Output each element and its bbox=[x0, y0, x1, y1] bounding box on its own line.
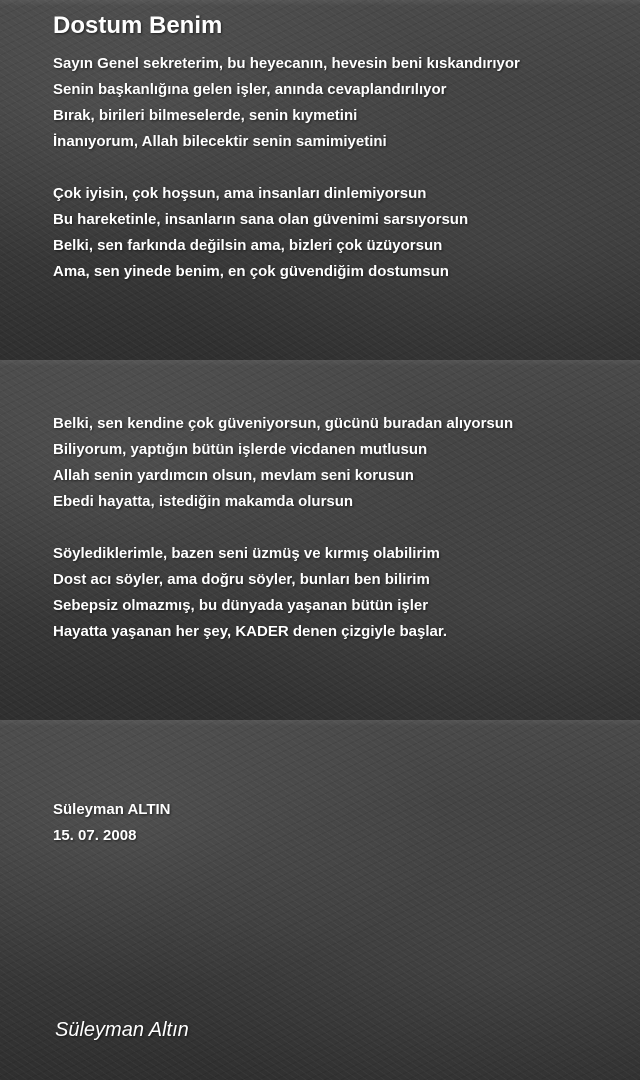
poem-line: Sayın Genel sekreterim, bu heyecanın, hevesin beni kıskandırıyor bbox=[53, 55, 520, 72]
panel-highlight bbox=[0, 360, 640, 366]
poem-line: Belki, sen kendine çok güveniyorsun, gücünü buradan alıyorsun bbox=[53, 415, 514, 432]
stanza-4 bbox=[53, 541, 447, 645]
poem-line: Ebedi hayatta, istediğin makamda olursun bbox=[53, 493, 354, 510]
poem-line: Senin başkanlığına gelen işler, anında cevaplandırılıyor bbox=[53, 81, 447, 98]
poem-line: Çok iyisin, çok hoşsun, ama insanları dinlemiyorsun bbox=[53, 185, 427, 202]
poem-line: Bu hareketinle, insanların sana olan güvenimi sarsıyorsun bbox=[53, 211, 469, 228]
poem-line: Sebepsiz olmazmış, bu dünyada yaşanan bütün işler bbox=[53, 597, 429, 614]
stanza-3 bbox=[53, 411, 513, 515]
panel-highlight bbox=[0, 0, 640, 6]
author-signature: Süleyman Altın bbox=[55, 1019, 189, 1041]
poem-line: 15. 07. 2008 bbox=[53, 827, 137, 844]
poem-line: Süleyman ALTIN bbox=[53, 801, 171, 818]
poem-line: Biliyorum, yaptığın bütün işlerde vicdanen mutlusun bbox=[53, 441, 428, 458]
poem-line: Bırak, birileri bilmeselerde, senin kıymetini bbox=[53, 107, 358, 124]
poem-card-2 bbox=[0, 360, 640, 720]
poem-title: Dostum Benim bbox=[53, 12, 223, 39]
poem-line: Dost acı söyler, ama doğru söyler, bunları ben bilirim bbox=[53, 571, 430, 588]
poem-line: Allah senin yardımcın olsun, mevlam seni korusun bbox=[53, 467, 414, 484]
poem-line: Söylediklerimle, bazen seni üzmüş ve kırmış olabilirim bbox=[53, 545, 440, 562]
poem-card-3 bbox=[0, 720, 640, 1080]
stanza-1 bbox=[53, 51, 520, 155]
poem-line: Hayatta yaşanan her şey, KADER denen çizgiyle başlar. bbox=[53, 623, 448, 640]
poem-card-1 bbox=[0, 0, 640, 360]
stanza-signoff bbox=[53, 797, 171, 849]
panel-highlight bbox=[0, 720, 640, 726]
stanza-2 bbox=[53, 181, 468, 285]
poem-line: Belki, sen farkında değilsin ama, bizleri çok üzüyorsun bbox=[53, 237, 443, 254]
poem-line: İnanıyorum, Allah bilecektir senin samimiyetini bbox=[53, 133, 387, 150]
poem-line: Ama, sen yinede benim, en çok güvendiğim dostumsun bbox=[53, 263, 449, 280]
